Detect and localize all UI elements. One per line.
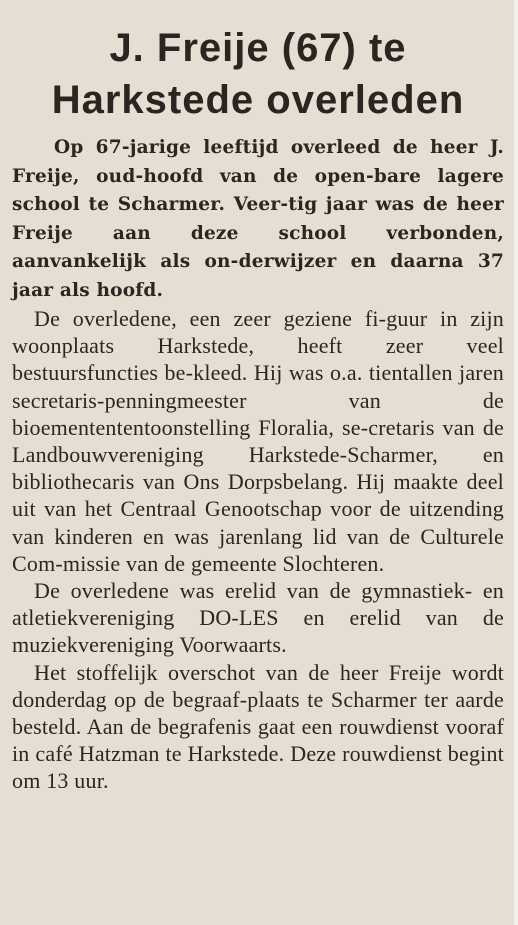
body-paragraph-2: De overledene was erelid van de gymnastiek- en atletiekvereniging DO-LES en erelid van de muziekvereniging Voorwaarts. — [12, 578, 504, 658]
lead-paragraph: Op 67-jarige leeftijd overleed de heer J. Freije, oud-hoofd van de open-bare lagere school te Scharmer. Veer-tig jaar was de heer Freije aan deze school verbonden, aanvankelijk als on-derwijzer en daarna 37 jaar als hoofd. — [12, 137, 504, 301]
body-paragraph-1: De overledene, een zeer geziene fi-guur in zijn woonplaats Harkstede, heeft zeer veel bestuursfuncties be-kleed. Hij was o.a. tientallen jaren secretaris-penningmeester van de bioementententoonstelling Floralia, se-cretaris van de Landbouwvereniging Harkstede-Scharmer, en bibliothecaris van Ons Dorpsbelang. Hij maakte deel uit van het Centraal Genootschap voor de uitzending van kinderen en was jarenlang lid van de Culturele Com-missie van de gemeente Slochteren. — [12, 306, 504, 576]
headline — [12, 22, 504, 126]
headline-line-1: J. Freije (67) te — [109, 26, 407, 70]
headline-line-2: Harkstede overleden — [51, 78, 465, 122]
body-paragraph-3: Het stoffelijk overschot van de heer Freije wordt donderdag op de begraaf-plaats te Scharmer ter aarde besteld. Aan de begrafenis gaat een rouwdienst vooraf in café Hatzman te Harkstede. Deze rouwdienst begint om 13 uur. — [12, 659, 504, 794]
